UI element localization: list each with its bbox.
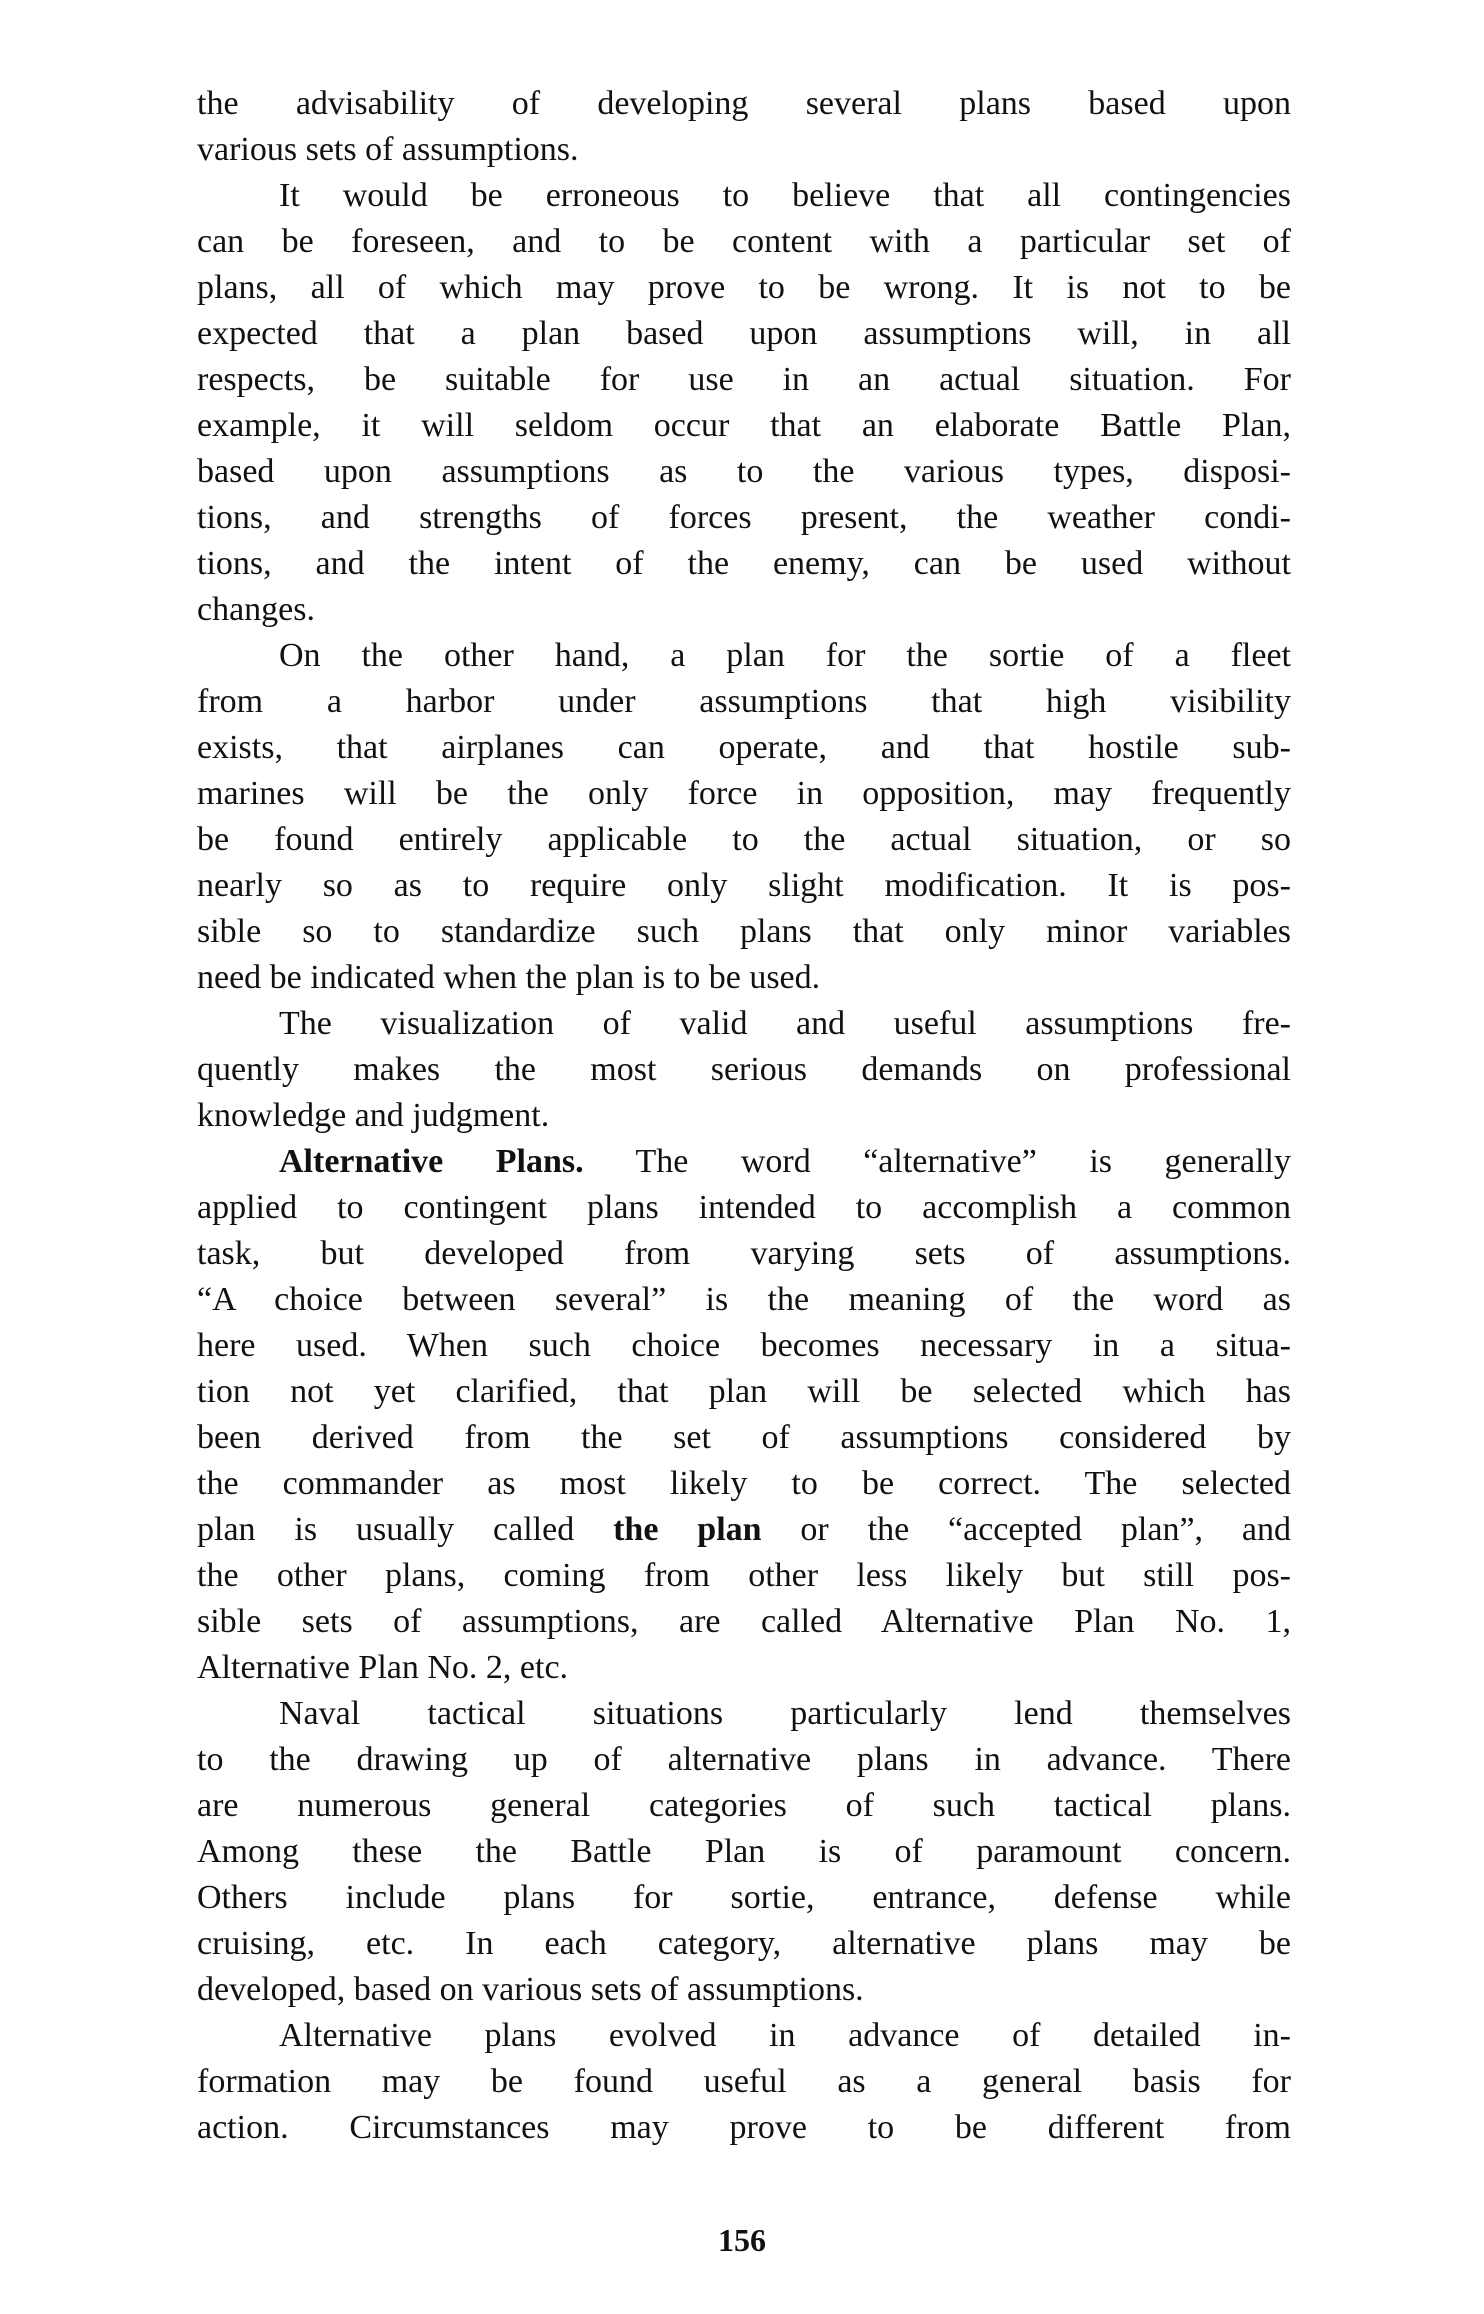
text-line [197, 1783, 1291, 1829]
text-line [197, 1139, 1291, 1185]
text-run: respects, be suitable for use in an actual situation. For [197, 361, 1291, 398]
text-run: Others include plans for sortie, entrance, defense while [197, 1879, 1291, 1916]
text-line [197, 81, 1291, 127]
text-run: can be foreseen, and to be content with a particular set of [197, 223, 1291, 260]
text-line [197, 2059, 1291, 2105]
text-run: Naval tactical situations particularly lend themselves [279, 1695, 1291, 1732]
text-line [197, 127, 1291, 173]
text-line [197, 311, 1291, 357]
text-line [197, 1921, 1291, 1967]
text-line [197, 1829, 1291, 1875]
text-run: exists, that airplanes can operate, and that hostile sub- [197, 729, 1291, 766]
text-run: here used. When such choice becomes necessary in a situa- [197, 1327, 1291, 1364]
text-line [197, 863, 1291, 909]
text-line [197, 1231, 1291, 1277]
text-run: action. Circumstances may prove to be different from [197, 2109, 1291, 2146]
text-line [197, 357, 1291, 403]
text-run: plans, all of which may prove to be wrong. It is not to be [197, 269, 1291, 306]
text-line [197, 1737, 1291, 1783]
text-run: tion not yet clarified, that plan will be selected which has [197, 1373, 1291, 1410]
text-run: example, it will seldom occur that an elaborate Battle Plan, [197, 407, 1291, 444]
text-line [197, 725, 1291, 771]
text-run: the other plans, coming from other less likely but still pos- [197, 1557, 1291, 1594]
text-run: be found entirely applicable to the actual situation, or so [197, 821, 1291, 858]
text-line [197, 1185, 1291, 1231]
text-run: On the other hand, a plan for the sortie of a fleet [279, 637, 1291, 674]
text-line [197, 587, 1291, 633]
text-run: knowledge and judgment. [197, 1097, 550, 1134]
text-run: task, but developed from varying sets of assumptions. [197, 1235, 1291, 1272]
text-run: Alternative Plan No. 2, etc. [197, 1649, 569, 1686]
bold-text-run: the plan [613, 1511, 762, 1548]
text-line [197, 403, 1291, 449]
text-line [197, 219, 1291, 265]
text-run: Alternative plans evolved in advance of detailed in- [279, 2017, 1291, 2054]
text-run: been derived from the set of assumptions considered by [197, 1419, 1291, 1456]
text-line [197, 955, 1291, 1001]
text-line [197, 1553, 1291, 1599]
page-number: 156 [718, 2222, 766, 2258]
text-run: tions, and the intent of the enemy, can be used without [197, 545, 1291, 582]
text-line [197, 1645, 1291, 1691]
text-run: sible so to standardize such plans that only minor variables [197, 913, 1291, 950]
text-line [197, 1369, 1291, 1415]
text-run: quently makes the most serious demands on professional [197, 1051, 1291, 1088]
text-run: formation may be found useful as a general basis for [197, 2063, 1291, 2100]
text-run: It would be erroneous to believe that all contingencies [279, 177, 1291, 214]
text-line [197, 817, 1291, 863]
text-run: various sets of assumptions. [197, 131, 579, 168]
bold-text-run: Alternative Plans. [279, 1143, 584, 1180]
page-body-text [197, 81, 1291, 2151]
text-run: “A choice between several” is the meaning of the word as [197, 1281, 1291, 1318]
text-run: nearly so as to require only slight modification. It is pos- [197, 867, 1291, 904]
text-run: sible sets of assumptions, are called Alternative Plan No. 1, [197, 1603, 1291, 1640]
text-line [197, 1093, 1291, 1139]
text-run: applied to contingent plans intended to accomplish a common [197, 1189, 1291, 1226]
text-line [197, 1599, 1291, 1645]
text-run: plan is usually called [197, 1511, 614, 1548]
text-line [197, 265, 1291, 311]
text-line [197, 1875, 1291, 1921]
text-run: based upon assumptions as to the various types, disposi- [197, 453, 1291, 490]
text-line [197, 1691, 1291, 1737]
text-run: expected that a plan based upon assumptions will, in all [197, 315, 1291, 352]
text-line [197, 1277, 1291, 1323]
text-run: to the drawing up of alternative plans in advance. There [197, 1741, 1291, 1778]
text-run: marines will be the only force in opposition, may frequently [197, 775, 1291, 812]
text-line [197, 1001, 1291, 1047]
text-run: developed, based on various sets of assumptions. [197, 1971, 864, 2008]
text-line [197, 2105, 1291, 2151]
text-line [197, 1047, 1291, 1093]
text-line [197, 909, 1291, 955]
text-line [197, 1461, 1291, 1507]
text-run: or the “accepted plan”, and [761, 1511, 1291, 1548]
text-line [197, 449, 1291, 495]
text-line [197, 495, 1291, 541]
text-line [197, 1967, 1291, 2013]
text-line [197, 771, 1291, 817]
text-run: changes. [197, 591, 316, 628]
text-line [197, 173, 1291, 219]
text-run: The visualization of valid and useful assumptions fre- [279, 1005, 1291, 1042]
text-run: tions, and strengths of forces present, the weather condi- [197, 499, 1291, 536]
text-run: from a harbor under assumptions that high visibility [197, 683, 1291, 720]
text-run: cruising, etc. In each category, alternative plans may be [197, 1925, 1291, 1962]
text-line [197, 2013, 1291, 2059]
text-run: the commander as most likely to be correct. The selected [197, 1465, 1291, 1502]
text-line [197, 1415, 1291, 1461]
text-line [197, 633, 1291, 679]
text-run: are numerous general categories of such tactical plans. [197, 1787, 1291, 1824]
text-run: The word “alternative” is generally [583, 1143, 1291, 1180]
text-line [197, 1323, 1291, 1369]
text-line [197, 679, 1291, 725]
text-run: need be indicated when the plan is to be used. [197, 959, 821, 996]
text-run: Among these the Battle Plan is of paramount concern. [197, 1833, 1291, 1870]
text-line [197, 1507, 1291, 1553]
text-line [197, 541, 1291, 587]
text-run: the advisability of developing several plans based upon [197, 85, 1291, 122]
